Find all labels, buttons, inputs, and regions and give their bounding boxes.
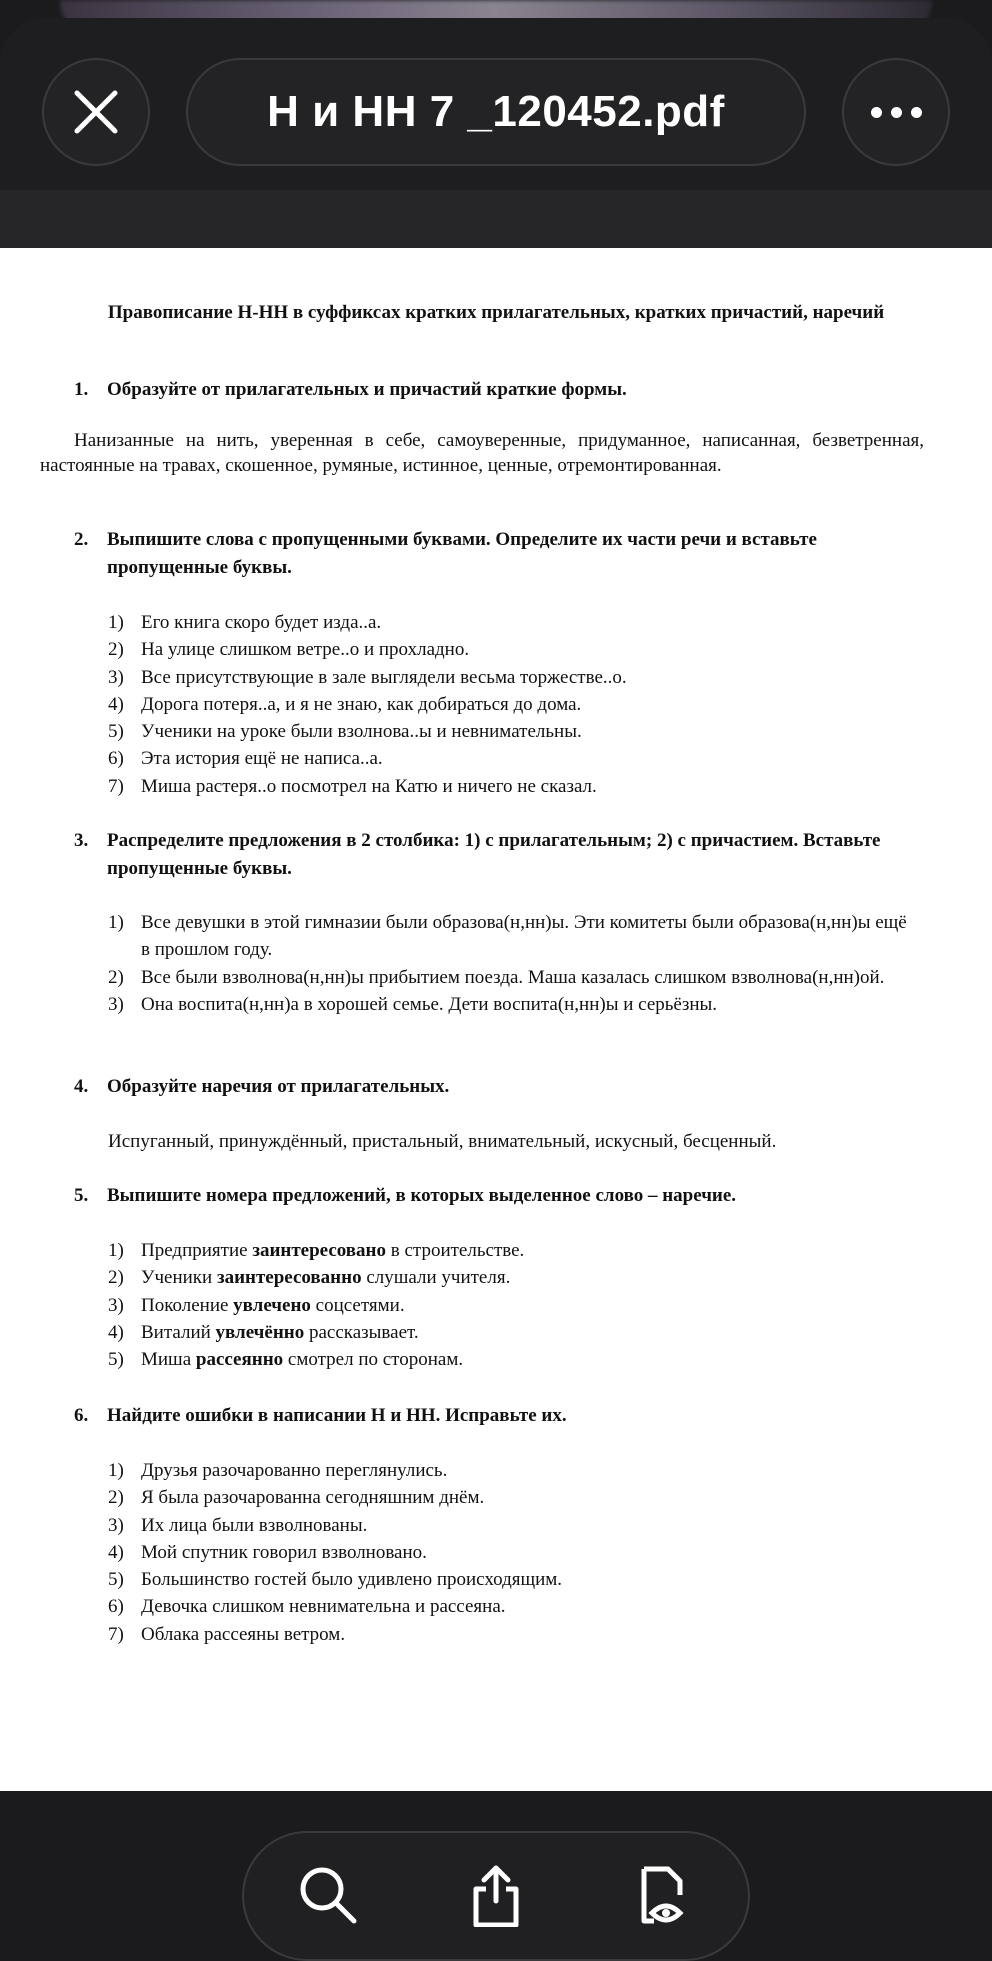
list-item: 6) Эта история ещё не написа..а.	[108, 748, 383, 770]
task-number: 5.	[74, 1185, 89, 1206]
list-item: 7) Миша растеря..о посмотрел на Катю и ничего не сказал.	[108, 775, 597, 797]
more-horizontal-icon	[871, 107, 922, 118]
markup-button[interactable]	[630, 1863, 694, 1927]
list-item: 1) Предприятие заинтересовано в строительстве.	[108, 1240, 525, 1261]
list-item: 6) Девочка слишком невнимательна и рассеяна.	[108, 1596, 506, 1618]
task-1-heading	[74, 376, 934, 404]
list-item: 3) Поколение увлечено соцсетями.	[108, 1294, 405, 1316]
list-item: 3) Она воспита(н,нн)а в хорошей семье. Дети воспита(н,нн)ы и серьёзны.	[108, 993, 718, 1015]
task-number: 2.	[74, 529, 89, 550]
task-3-heading	[74, 827, 934, 883]
task-1-text: Нанизанные на нить, уверенная в себе, самоуверенные, придуманное, написанная, безветренная, настоянные на травах, скошенное, румяные, истинное, ценные, отремонтированная.	[40, 430, 924, 476]
list-item: 5) Ученики на уроке были взолнова..ы и невнимательны.	[108, 721, 582, 743]
task-heading-text: Образуйте от прилагательных и причастий краткие формы.	[107, 379, 627, 400]
task-heading-text: Выпишите слова с пропущенными буквами. Определите их части речи и вставьте пропущенные буквы.	[107, 529, 817, 578]
file-title-pill[interactable]	[186, 58, 806, 166]
task-2-heading	[74, 526, 934, 582]
list-item: 2) Я была разочарованна сегодняшним днём.	[108, 1487, 485, 1509]
pdf-page	[0, 248, 992, 1791]
task-6-list	[108, 1457, 908, 1648]
task-heading-text: Распределите предложения в 2 столбика: 1) с прилагательным; 2) с причастием. Вставьте пропущенные буквы.	[107, 830, 881, 879]
task-4-text: Испуганный, принуждённый, пристальный, внимательный, искусный, бесценный.	[108, 1131, 777, 1152]
list-item: 1) Его книга скоро будет изда..а.	[108, 612, 382, 633]
task-number: 4.	[74, 1076, 89, 1097]
close-button[interactable]	[42, 58, 150, 166]
task-3-list	[108, 909, 908, 1018]
list-item: 4) Дорога потеря..а, и я не знаю, как добираться до дома.	[108, 693, 582, 715]
task-heading-text: Выпишите номера предложений, в которых выделенное слово – наречие.	[107, 1185, 737, 1206]
list-item: 4) Мой спутник говорил взволновано.	[108, 1541, 427, 1563]
list-item: 4) Виталий увлечённо рассказывает.	[108, 1321, 419, 1343]
search-button[interactable]	[296, 1863, 360, 1927]
list-item: 1) Друзья разочарованно переглянулись.	[108, 1460, 448, 1481]
markup-icon	[630, 1863, 694, 1927]
list-item: 2) Ученики заинтересованно слушали учителя.	[108, 1267, 511, 1289]
task-number: 1.	[74, 379, 89, 400]
list-item: 1) Все девушки в этой гимназии были образова(н,нн)ы. Эти комитеты были образова(н,нн)ы ещё в прошлом году.	[108, 912, 907, 961]
bottom-toolbar	[0, 1791, 992, 1920]
task-6-heading	[74, 1402, 934, 1430]
toolbar-pill	[242, 1831, 750, 1961]
task-2-list	[108, 609, 908, 800]
task-heading-text: Найдите ошибки в написании Н и НН. Исправьте их.	[107, 1405, 567, 1426]
search-icon	[296, 1863, 360, 1927]
share-icon	[464, 1863, 528, 1927]
list-item: 5) Большинство гостей было удивлено происходящим.	[108, 1569, 563, 1591]
list-item: 3) Все присутствующие в зале выглядели весьма торжестве..о.	[108, 666, 627, 688]
task-number: 3.	[74, 830, 89, 851]
task-5-heading	[74, 1182, 934, 1210]
list-item: 5) Миша рассеянно смотрел по сторонам.	[108, 1349, 464, 1371]
document-title: Правописание Н-НН в суффиксах кратких прилагательных, кратких причастий, наречий	[107, 302, 885, 323]
task-heading-text: Образуйте наречия от прилагательных.	[107, 1076, 450, 1097]
list-item: 3) Их лица были взволнованы.	[108, 1514, 368, 1536]
task-number: 6.	[74, 1405, 89, 1426]
task-4-heading	[74, 1073, 934, 1101]
more-button[interactable]	[842, 58, 950, 166]
list-item: 7) Облака рассеяны ветром.	[108, 1623, 346, 1645]
list-item: 2) На улице слишком ветре..о и прохладно.	[108, 639, 470, 661]
list-item: 2) Все были взволнова(н,нн)ы прибытием поезда. Маша казалась слишком взволнова(н,нн)ой.	[108, 966, 885, 988]
file-name: Н и НН 7 _120452.pdf	[267, 87, 725, 136]
close-icon	[73, 89, 119, 135]
share-button[interactable]	[464, 1863, 528, 1927]
task-5-list	[108, 1237, 908, 1373]
header-separator	[0, 190, 992, 248]
